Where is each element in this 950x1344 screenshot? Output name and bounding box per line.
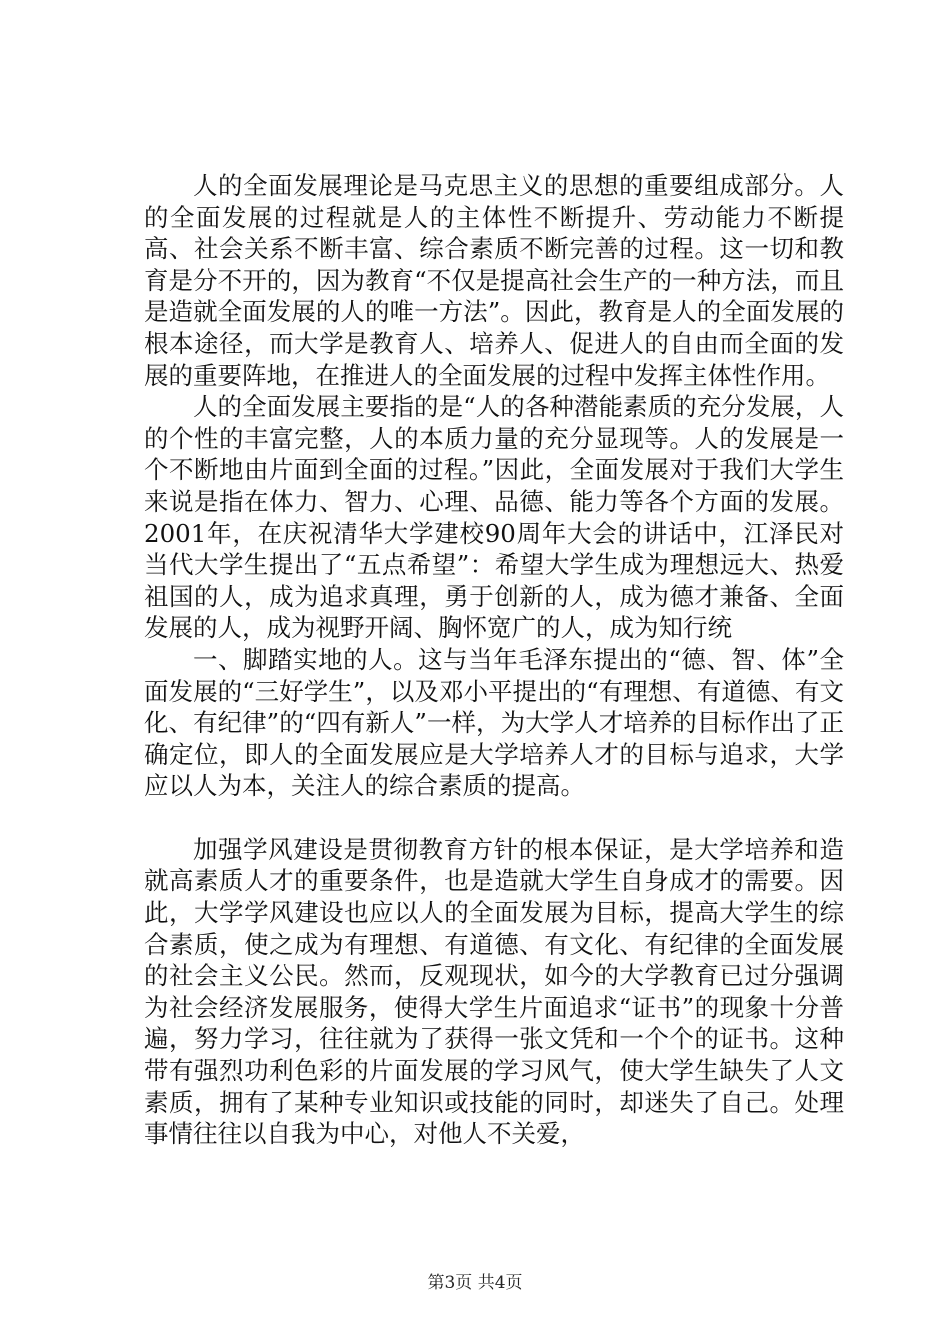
paragraph-2: 人的全面发展主要指的是“人的各种潜能素质的充分发展，人的个性的丰富完整，人的本质力量的充分显现等。人的发展是一个不断地由片面到全面的过程。”因此，全面发展对于我们大学生来说是指在体力、智力、心理、品德、能力等各个方面的发展。2001年，在庆祝清华大学建校90周年大会的讲话中，江泽民对当代大学生提出了“五点希望”：希望大学生成为理想远大、热爱祖国的人，成为追求真理，勇于创新的人，成为德才兼备、全面发展的人，成为视野开阔、胸怀宽广的人，成为知行统 — [144, 392, 844, 643]
paragraph-spacer — [144, 802, 844, 834]
document-body — [144, 170, 844, 1150]
paragraph-3: 一、脚踏实地的人。这与当年毛泽东提出的“德、智、体”全面发展的“三好学生”，以及邓小平提出的“有理想、有道德、有文化、有纪律”的“四有新人”一样，为大学人才培养的目标作出了正确定位，即人的全面发展应是大学培养人才的目标与追求，大学应以人为本，关注人的综合素质的提高。 — [144, 644, 844, 801]
page-footer: 第3页 共4页 — [427, 1273, 523, 1293]
paragraph-4: 加强学风建设是贯彻教育方针的根本保证，是大学培养和造就高素质人才的重要条件，也是造就大学生自身成才的需要。因此，大学学风建设也应以人的全面发展为目标，提高大学生的综合素质，使之成为有理想、有道德、有文化、有纪律的全面发展的社会主义公民。然而，反观现状，如今的大学教育已过分强调为社会经济发展服务，使得大学生片面追求“证书”的现象十分普遍，努力学习，往往就为了获得一张文凭和一个个的证书。这种带有强烈功利色彩的片面发展的学习风气，使大学生缺失了人文素质，拥有了某种专业知识或技能的同时，却迷失了自己。处理事情往往以自我为中心，对他人不关爱， — [144, 834, 844, 1149]
paragraph-1: 人的全面发展理论是马克思主义的思想的重要组成部分。人的全面发展的过程就是人的主体性不断提升、劳动能力不断提高、社会关系不断丰富、综合素质不断完善的过程。这一切和教育是分不开的，因为教育“不仅是提高社会生产的一种方法，而且是造就全面发展的人的唯一方法”。因此，教育是人的全面发展的根本途径，而大学是教育人、培养人、促进人的自由而全面的发展的重要阵地，在推进人的全面发展的过程中发挥主体性作用。 — [144, 171, 844, 390]
